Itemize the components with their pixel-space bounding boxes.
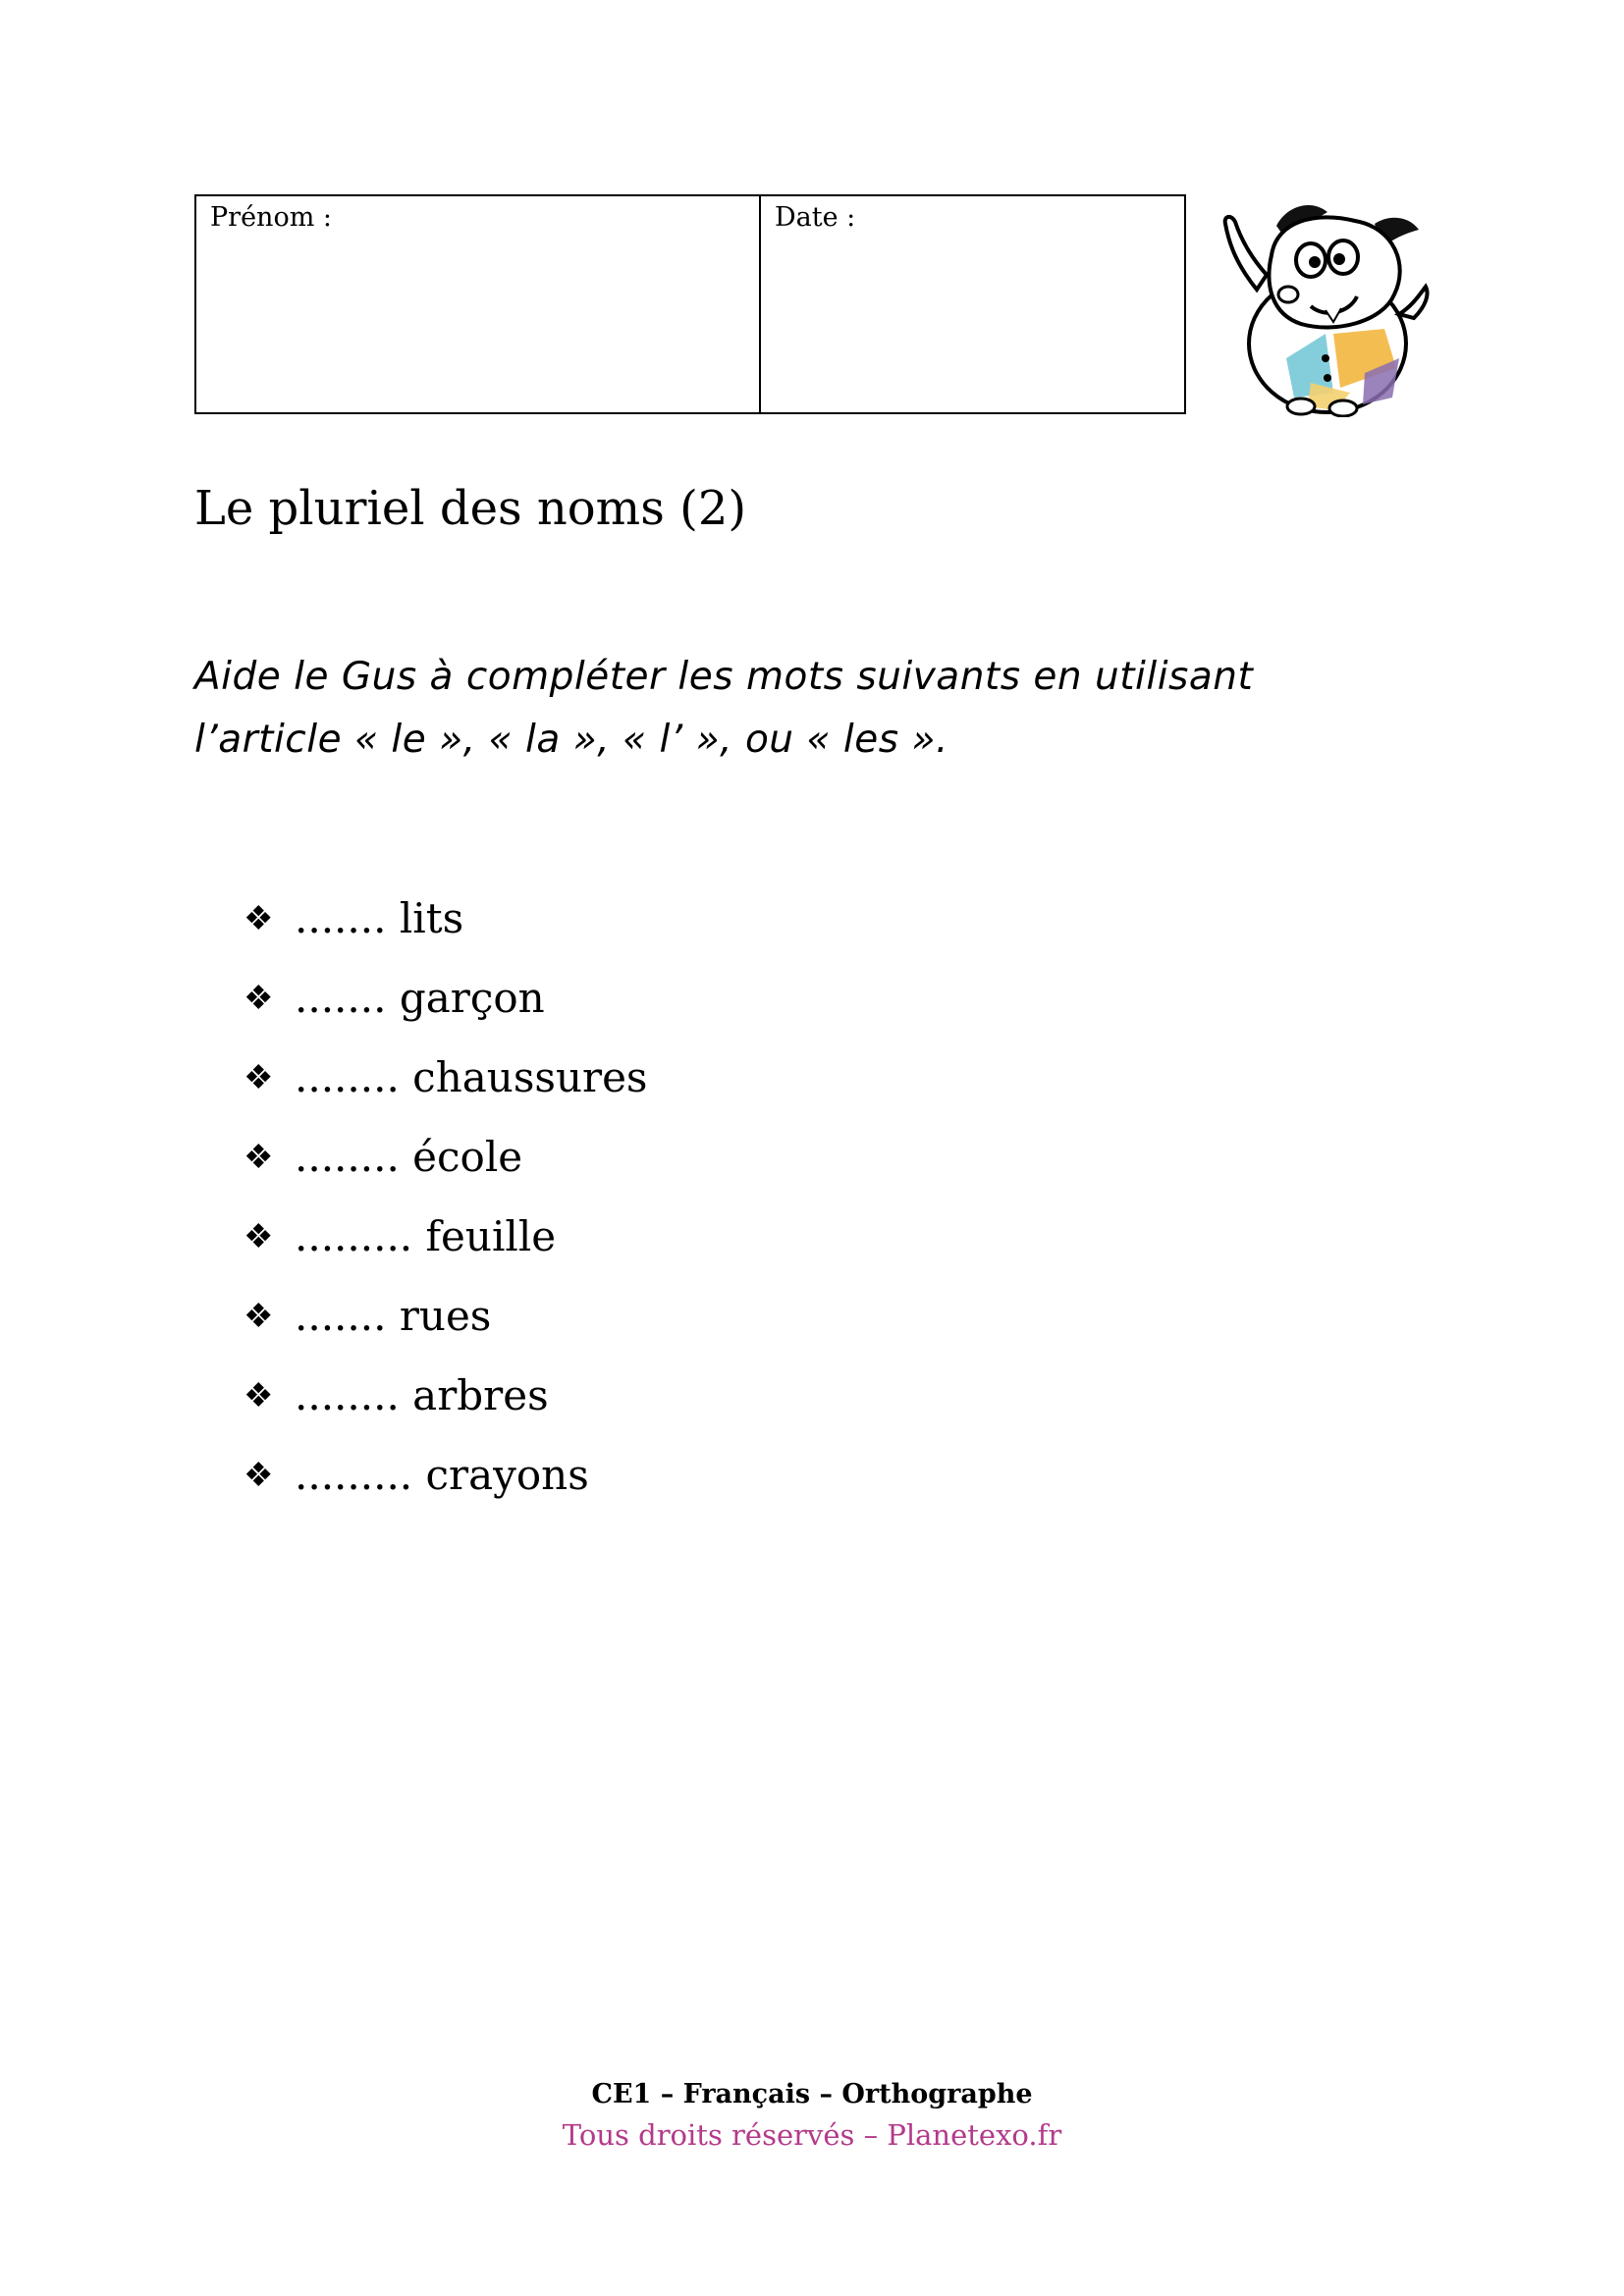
- name-date-table: [194, 194, 1186, 414]
- date-label: Date :: [775, 202, 856, 233]
- noun-word: arbres: [412, 1371, 549, 1419]
- noun-word: chaussures: [412, 1053, 648, 1101]
- diamond-bullet-icon: ❖: [244, 1058, 274, 1097]
- item-text: [295, 1448, 589, 1503]
- answer-blank[interactable]: .........: [295, 1212, 413, 1260]
- item-text: [295, 1368, 549, 1423]
- noun-word: garçon: [399, 974, 545, 1022]
- diamond-bullet-icon: ❖: [244, 1376, 274, 1415]
- noun-word: école: [412, 1133, 523, 1181]
- exercise-instruction: Aide le Gus à compléter les mots suivants en utilisant l’article « le », « la », « l’ », ou « les ».: [194, 655, 1254, 762]
- list-item: [244, 1448, 647, 1527]
- list-item: [244, 1130, 647, 1209]
- noun-word: rues: [399, 1292, 492, 1340]
- list-item: [244, 1368, 647, 1448]
- diamond-bullet-icon: ❖: [244, 1297, 274, 1336]
- list-item: [244, 971, 647, 1050]
- diamond-bullet-icon: ❖: [244, 1456, 274, 1495]
- prenom-label: Prénom :: [210, 202, 332, 233]
- page-title: Le pluriel des noms (2): [194, 481, 747, 536]
- diamond-bullet-icon: ❖: [244, 1138, 274, 1177]
- item-text: [295, 971, 545, 1026]
- answer-blank[interactable]: ........: [295, 1053, 400, 1101]
- list-item: [244, 891, 647, 971]
- answer-blank[interactable]: .......: [295, 1292, 387, 1340]
- answer-blank[interactable]: .........: [295, 1451, 413, 1499]
- answer-blank[interactable]: .......: [295, 894, 387, 942]
- answer-blank[interactable]: ........: [295, 1371, 400, 1419]
- answer-blank[interactable]: .......: [295, 974, 387, 1022]
- diamond-bullet-icon: ❖: [244, 1217, 274, 1256]
- footer-subject: CE1 – Français – Orthographe: [591, 2079, 1033, 2109]
- noun-word: lits: [399, 894, 464, 942]
- item-text: [295, 891, 463, 946]
- list-item: [244, 1289, 647, 1368]
- answer-blank[interactable]: ........: [295, 1133, 400, 1181]
- item-text: [295, 1050, 647, 1105]
- date-field[interactable]: [761, 196, 1184, 412]
- noun-word: crayons: [425, 1451, 589, 1499]
- gus-mascot-icon: [1218, 196, 1434, 417]
- item-text: [295, 1289, 491, 1344]
- item-text: [295, 1209, 556, 1264]
- diamond-bullet-icon: ❖: [244, 899, 274, 938]
- list-item: [244, 1209, 647, 1289]
- noun-word: feuille: [425, 1212, 557, 1260]
- item-text: [295, 1130, 522, 1185]
- footer-copyright-link[interactable]: Tous droits réservés – Planetexo.fr: [562, 2118, 1062, 2152]
- exercise-list: [244, 891, 647, 1527]
- prenom-field[interactable]: [196, 196, 761, 412]
- diamond-bullet-icon: ❖: [244, 979, 274, 1018]
- list-item: [244, 1050, 647, 1130]
